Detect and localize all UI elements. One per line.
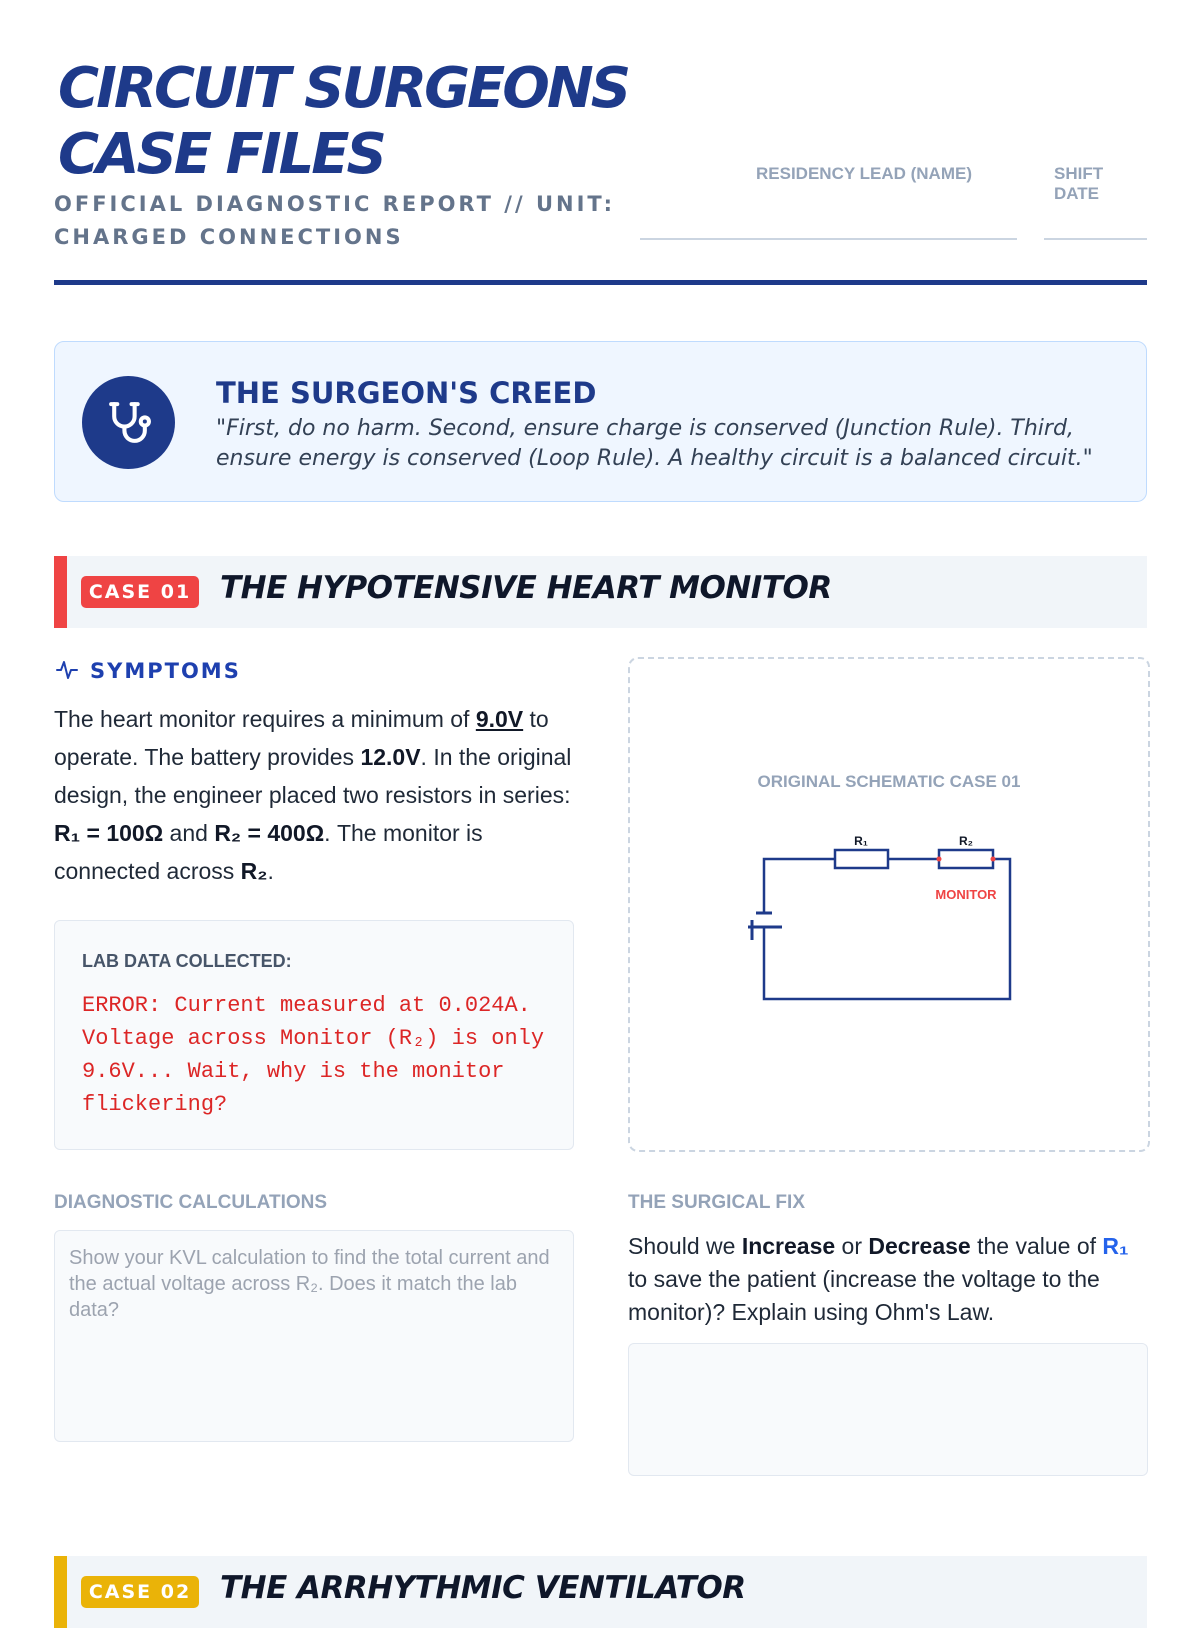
shift-date-label: SHIFT DATE (1054, 164, 1104, 203)
resistor-r2 (939, 850, 993, 868)
case-02-badge: CASE 02 (81, 1576, 199, 1608)
min-voltage: 9.0V (475, 706, 524, 732)
diagnostic-label: DIAGNOSTIC CALCULATIONS (54, 1192, 328, 1213)
schematic-panel (628, 657, 1150, 1152)
surgical-fix-label: THE SURGICAL FIX (628, 1192, 805, 1213)
diagnostic-placeholder: Show your KVL calculation to find the total current and the actual voltage across R₂. Does it match the lab data? (69, 1247, 550, 1321)
report-subtitle: OFFICIAL DIAGNOSTIC REPORT // UNIT: CHARGED CONNECTIONS (54, 192, 615, 249)
surgeons-creed-card (54, 341, 1147, 502)
schematic-label: ORIGINAL SCHEMATIC CASE 01 (757, 772, 1021, 791)
title-line-1: CIRCUIT SURGEONS (58, 56, 629, 121)
diagnostic-answer-box[interactable] (54, 1230, 574, 1442)
case-01-badge: CASE 01 (81, 576, 199, 608)
stethoscope-icon (82, 376, 175, 469)
case-01-title: THE HYPOTENSIVE HEART MONITOR (220, 570, 832, 606)
case-02-banner (54, 1556, 1147, 1628)
title-line-2: CASE FILES (58, 122, 384, 187)
residency-lead-label: RESIDENCY LEAD (NAME) (756, 164, 972, 183)
case-02-title: THE ARRHYTHMIC VENTILATOR (220, 1570, 746, 1606)
monitor-node-right (991, 857, 996, 862)
symptoms-description: The heart monitor requires a minimum of 9.0V to operate. The battery provides 12.0V. In the original design, the engineer placed two resistors in series: R₁ = 100Ω and R₂ = 400Ω. The monitor is connected across R₂. (54, 706, 572, 884)
case-01-accent-bar (54, 556, 67, 628)
creed-quote: "First, do no harm. Second, ensure charge is conserved (Junction Rule). Third, ensure energy is conserved (Loop Rule). A healthy circuit is a balanced circuit." (216, 416, 1093, 471)
residency-lead-field[interactable] (640, 238, 1017, 240)
page-title (58, 56, 628, 188)
case-02-accent-bar (54, 1556, 67, 1628)
shift-date-field[interactable] (1044, 238, 1147, 240)
lab-data-panel (54, 920, 574, 1150)
r1-value: R₁ = 100Ω (54, 820, 164, 846)
symptoms-heading: SYMPTOMS (54, 658, 241, 683)
pulse-icon (54, 658, 80, 682)
creed-title: THE SURGEON'S CREED (216, 376, 597, 410)
circuit-schematic (630, 659, 1148, 1150)
surgical-fix-question: Should we Increase or Decrease the value of R₁ to save the patient (increase the voltage to the monitor)? Explain using Ohm's Law. (628, 1233, 1129, 1325)
header-divider (54, 280, 1147, 285)
schematic-monitor-label: MONITOR (935, 887, 997, 902)
battery-voltage: 12.0V (360, 744, 421, 770)
case-01-banner (54, 556, 1147, 628)
surgical-fix-answer-box[interactable] (628, 1343, 1148, 1476)
schematic-r2-label: R₂ (959, 834, 973, 848)
lab-data-label: LAB DATA COLLECTED: (82, 951, 292, 971)
target-resistor: R₁ (1102, 1233, 1129, 1259)
resistor-r1 (835, 850, 888, 868)
lab-error-message: ERROR: Current measured at 0.024A. Voltage across Monitor (R₂) is only 9.6V... Wait, why is the monitor flickering? (82, 993, 545, 1117)
r2-value: R₂ = 400Ω (214, 820, 325, 846)
monitor-node-left (937, 857, 942, 862)
schematic-r1-label: R₁ (854, 834, 868, 848)
monitor-resistor: R₂ (240, 858, 268, 884)
